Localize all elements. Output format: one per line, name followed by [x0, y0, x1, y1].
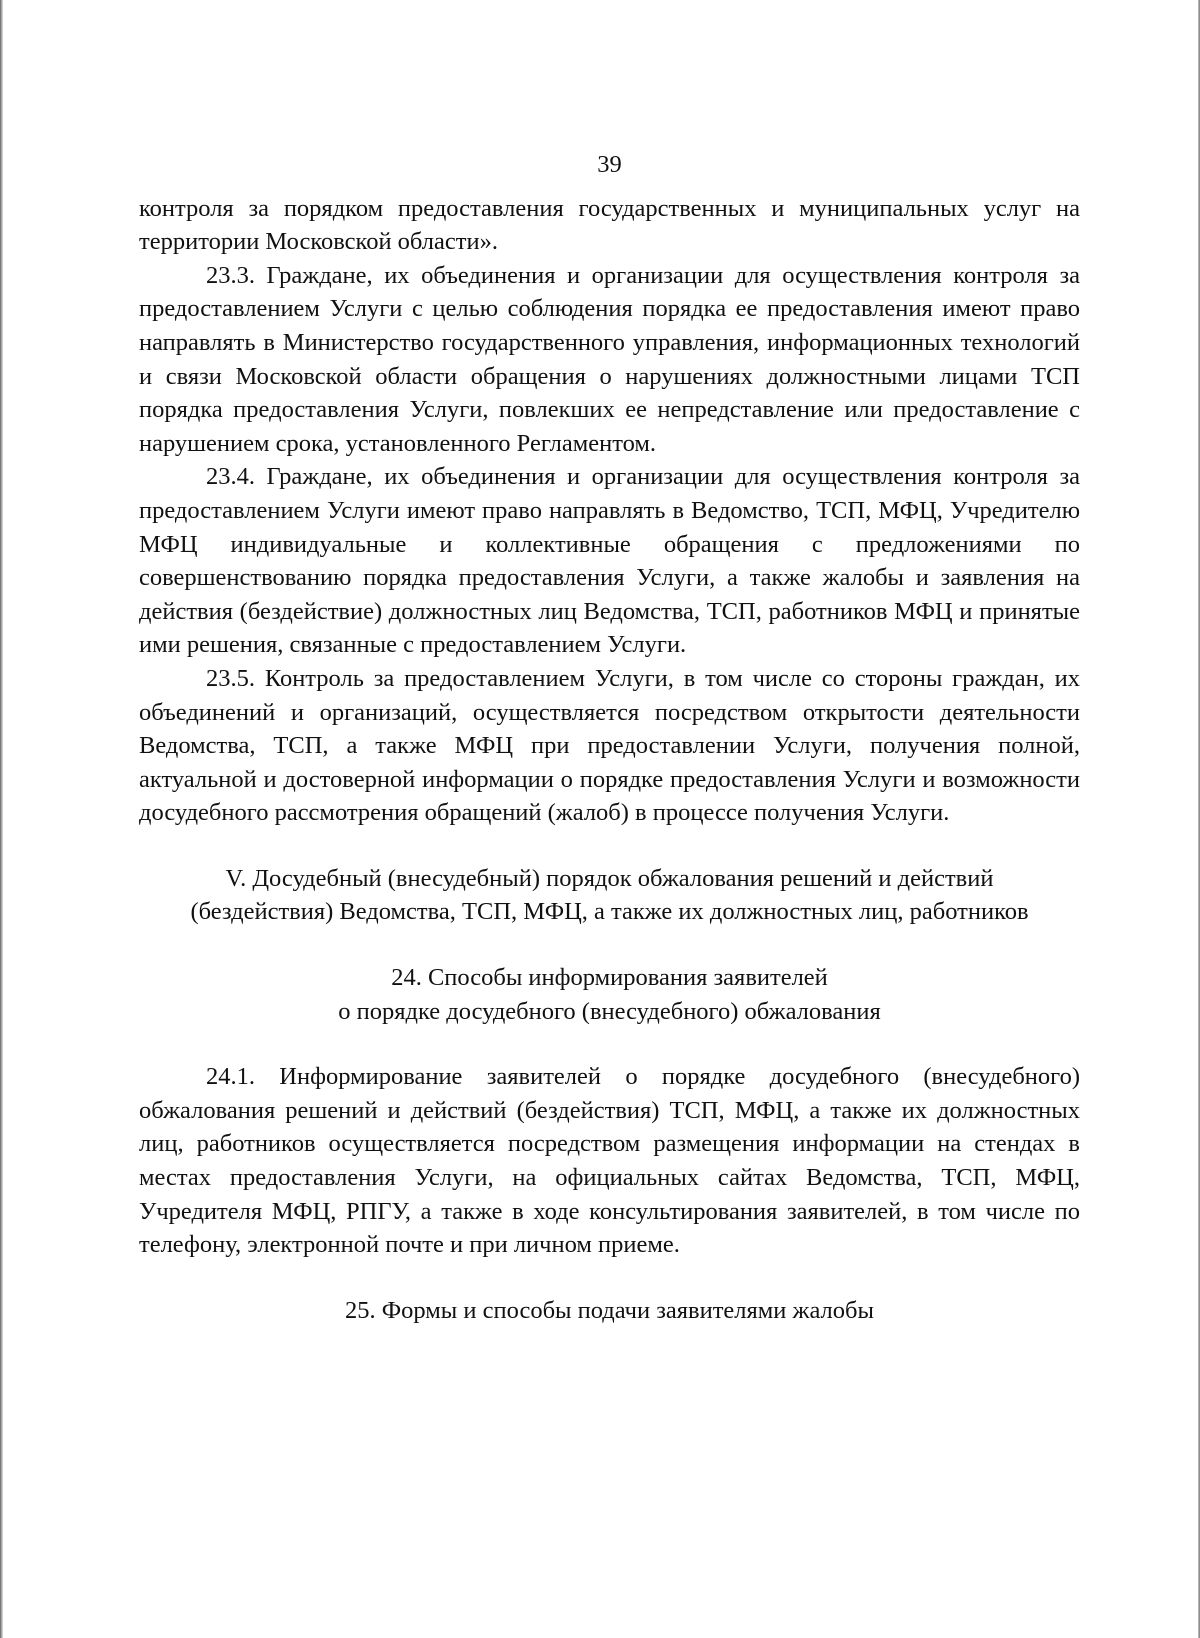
- paragraph-24-1: 24.1. Информирование заявителей о порядке досудебного (внесудебного) обжалования решений и действий (бездействия) ТСП, МФЦ, а также их должностных лиц, работников осуществляется посредством размещения информации на стендах в местах предоставления Услуги, на официальных сайтах Ведомства, ТСП, МФЦ, Учредителя МФЦ, РПГУ, а также в ходе консультирования заявителей, в том числе по телефону, электронной почте и при личном приеме.: [139, 1063, 1080, 1259]
- section-v-heading: [139, 862, 1080, 929]
- paragraph-continuation: контроля за порядком предоставления государственных и муниципальных услуг на территории Московской области».: [139, 194, 1080, 256]
- section-24-heading-line-2: о порядке досудебного (внесудебного) обжалования: [338, 997, 881, 1025]
- document-page: [139, 148, 1080, 1327]
- section-24-heading: [139, 961, 1080, 1028]
- section-25-heading: 25. Формы и способы подачи заявителями жалобы: [345, 1296, 874, 1324]
- section-v-heading-line-1: V. Досудебный (внесудебный) порядок обжалования решений и действий: [225, 864, 994, 892]
- section-24-heading-line-1: 24. Способы информирования заявителей: [391, 964, 828, 992]
- paragraph-23-3: 23.3. Граждане, их объединения и организации для осуществления контроля за предоставлением Услуги с целью соблюдения порядка ее предоставления имеют право направлять в Министерство государственного управления, информационных технологий и связи Московской области обращения о нарушениях должностными лицами ТСП порядка предоставления Услуги, повлекших ее непредставление или предоставление с нарушением срока, установленного Регламентом.: [139, 261, 1080, 457]
- page-number: 39: [597, 151, 622, 178]
- paragraph-23-5: 23.5. Контроль за предоставлением Услуги, в том числе со стороны граждан, их объединений и организаций, осуществляется посредством открытости деятельности Ведомства, ТСП, а также МФЦ при предоставлении Услуги, получения полной, актуальной и достоверной информации о порядке предоставления Услуги и возможности досудебного рассмотрения обращений (жалоб) в процессе получения Услуги.: [139, 664, 1080, 827]
- section-v-heading-line-2: (бездействия) Ведомства, ТСП, МФЦ, а также их должностных лиц, работников: [190, 898, 1029, 926]
- paragraph-23-4: 23.4. Граждане, их объединения и организации для осуществления контроля за предоставлением Услуги имеют право направлять в Ведомство, ТСП, МФЦ, Учредителю МФЦ индивидуальные и коллективные обращения с предложениями по совершенствованию порядка предоставления Услуги, а также жалобы и заявления на действия (бездействие) должностных лиц Ведомства, ТСП, работников МФЦ и принятые ими решения, связанные с предоставлением Услуги.: [139, 463, 1080, 659]
- scan-edge-left: [0, 0, 3, 1638]
